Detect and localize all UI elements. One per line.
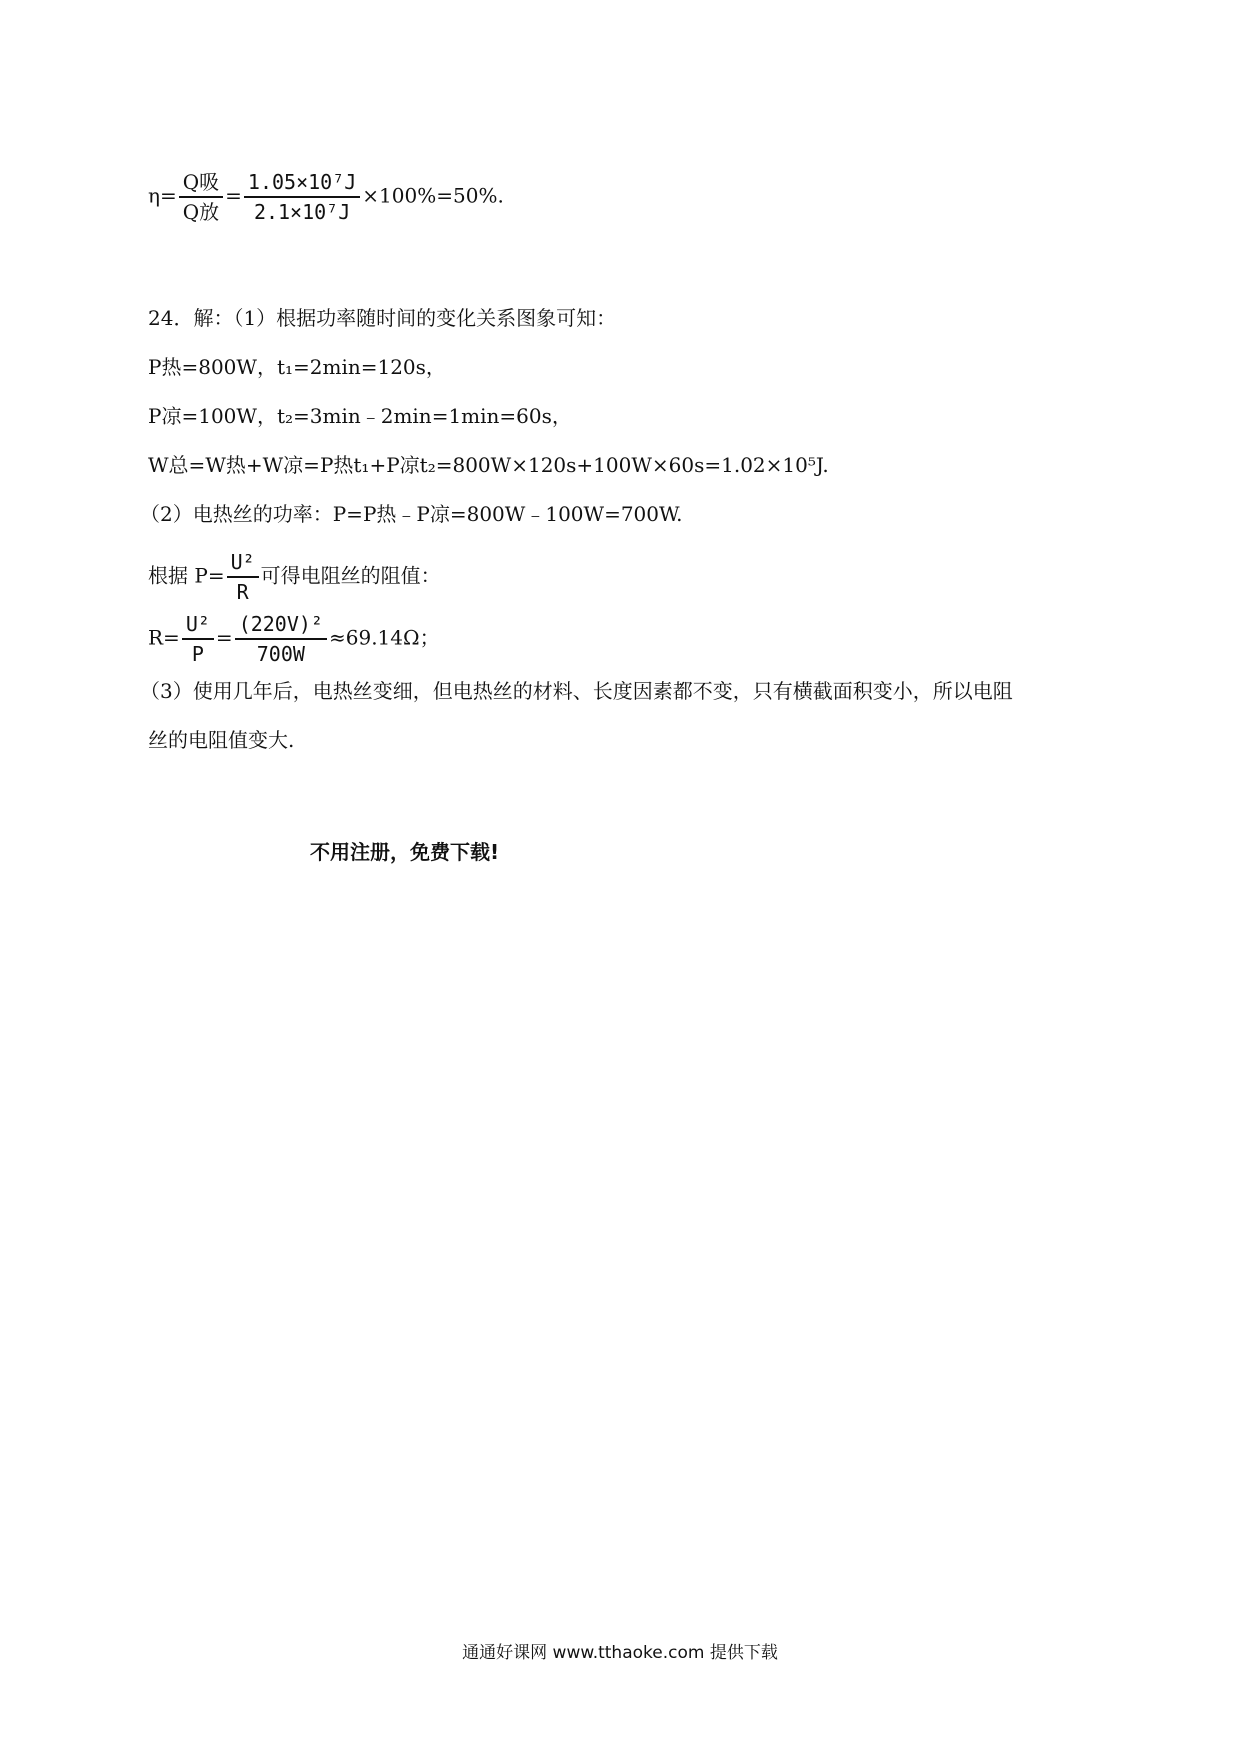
q24-heading: 24．解：（1）根据功率随时间的变化关系图象可知： — [148, 306, 617, 330]
eta-lhs: η= — [148, 183, 177, 208]
r-formula-line — [148, 610, 440, 668]
download-note: 不用注册，免费下载! — [310, 840, 500, 864]
q24-part2: （2）电热丝的功率：P=P热﹣P凉=800W﹣100W=700W. — [140, 502, 683, 526]
r-fraction-2 — [235, 610, 327, 668]
value-numerator: 1.05×10⁷J — [247, 170, 357, 194]
r-numerator-2: (220V)² — [238, 612, 323, 636]
eta-formula — [148, 168, 504, 226]
r-denominator-1: P — [191, 642, 204, 666]
p-formula-line — [148, 548, 441, 606]
value-ratio-fraction — [244, 168, 360, 226]
q24-line1: P热=800W，t₁=2min=120s， — [148, 355, 446, 379]
eta-equals: = — [225, 183, 242, 208]
q24-part3-line2: 丝的电阻值变大. — [148, 728, 295, 752]
q24-line2: P凉=100W，t₂=3min﹣2min=1min=60s， — [148, 404, 572, 428]
p-formula-suffix: 可得电阻丝的阻值： — [260, 563, 441, 588]
page-footer: 通通好课网 www.tthaoke.com 提供下载 — [462, 1643, 778, 1663]
r-fraction-1 — [182, 610, 214, 668]
q24-line3: W总=W热+W凉=P热t₁+P凉t₂=800W×120s+100W×60s=1.02×10⁵J. — [148, 453, 829, 477]
p-fraction — [227, 548, 259, 606]
value-denominator: 2.1×10⁷J — [253, 200, 351, 224]
r-denominator-2: 700W — [256, 642, 305, 666]
q-released: Q放 — [182, 200, 220, 224]
eta-result: ×100%=50%. — [362, 183, 504, 208]
q-absorbed: Q吸 — [182, 170, 220, 194]
r-lhs: R= — [148, 625, 180, 650]
p-formula-prefix: 根据 P= — [148, 563, 225, 588]
p-numerator: U² — [230, 550, 255, 574]
q24-part3-line1: （3）使用几年后，电热丝变细，但电热丝的材料、长度因素都不变，只有横截面积变小，所以电阻 — [140, 679, 1013, 703]
r-numerator-1: U² — [185, 612, 210, 636]
q-ratio-fraction — [179, 168, 223, 226]
r-equals: = — [215, 625, 233, 650]
p-denominator: R — [236, 580, 249, 604]
r-result: ≈69.14Ω； — [328, 625, 440, 650]
